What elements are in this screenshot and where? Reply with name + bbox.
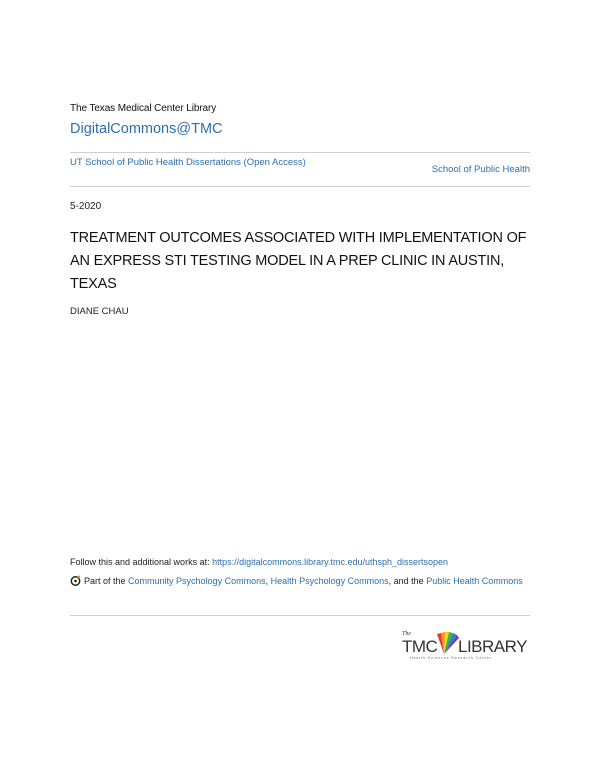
separator-2: , and the xyxy=(388,576,427,586)
part-of-prefix: Part of the xyxy=(84,576,129,586)
logo-the: The xyxy=(402,631,411,637)
logo-tagline: Health Sciences Research Center xyxy=(410,656,493,660)
public-health-link[interactable]: Public Health Commons xyxy=(426,576,523,586)
repository-link[interactable]: DigitalCommons@TMC xyxy=(70,121,223,137)
follow-url-link[interactable]: https://digitalcommons.library.tmc.edu/uthsph_dissertsopen xyxy=(212,557,449,567)
follow-line xyxy=(70,557,448,567)
follow-text: Follow this and additional works at: xyxy=(70,557,213,567)
document-title: TREATMENT OUTCOMES ASSOCIATED WITH IMPLEMENTATION OF AN EXPRESS STI TESTING MODEL IN A PREP CLINIC IN AUSTIN, TEXAS xyxy=(70,230,527,292)
divider-top xyxy=(70,152,530,153)
divider-footer xyxy=(70,615,530,616)
tmc-library-logo xyxy=(400,628,532,660)
collection-link[interactable]: UT School of Public Health Dissertations (Open Access) xyxy=(70,157,306,168)
logo-tmc: TMC xyxy=(402,637,438,656)
separator-1: , xyxy=(265,576,271,586)
school-link[interactable]: School of Public Health xyxy=(431,164,530,175)
open-access-icon xyxy=(70,575,81,586)
logo-fan-icon xyxy=(437,632,459,654)
logo-library: LIBRARY xyxy=(458,637,527,656)
health-psychology-link[interactable]: Health Psychology Commons xyxy=(270,576,389,586)
community-psychology-link[interactable]: Community Psychology Commons xyxy=(128,576,266,586)
divider-bottom xyxy=(70,186,530,187)
author-name: DIANE CHAU xyxy=(70,306,129,317)
part-of-line xyxy=(70,573,530,589)
library-name: The Texas Medical Center Library xyxy=(70,103,217,114)
publication-date: 5-2020 xyxy=(70,201,102,212)
